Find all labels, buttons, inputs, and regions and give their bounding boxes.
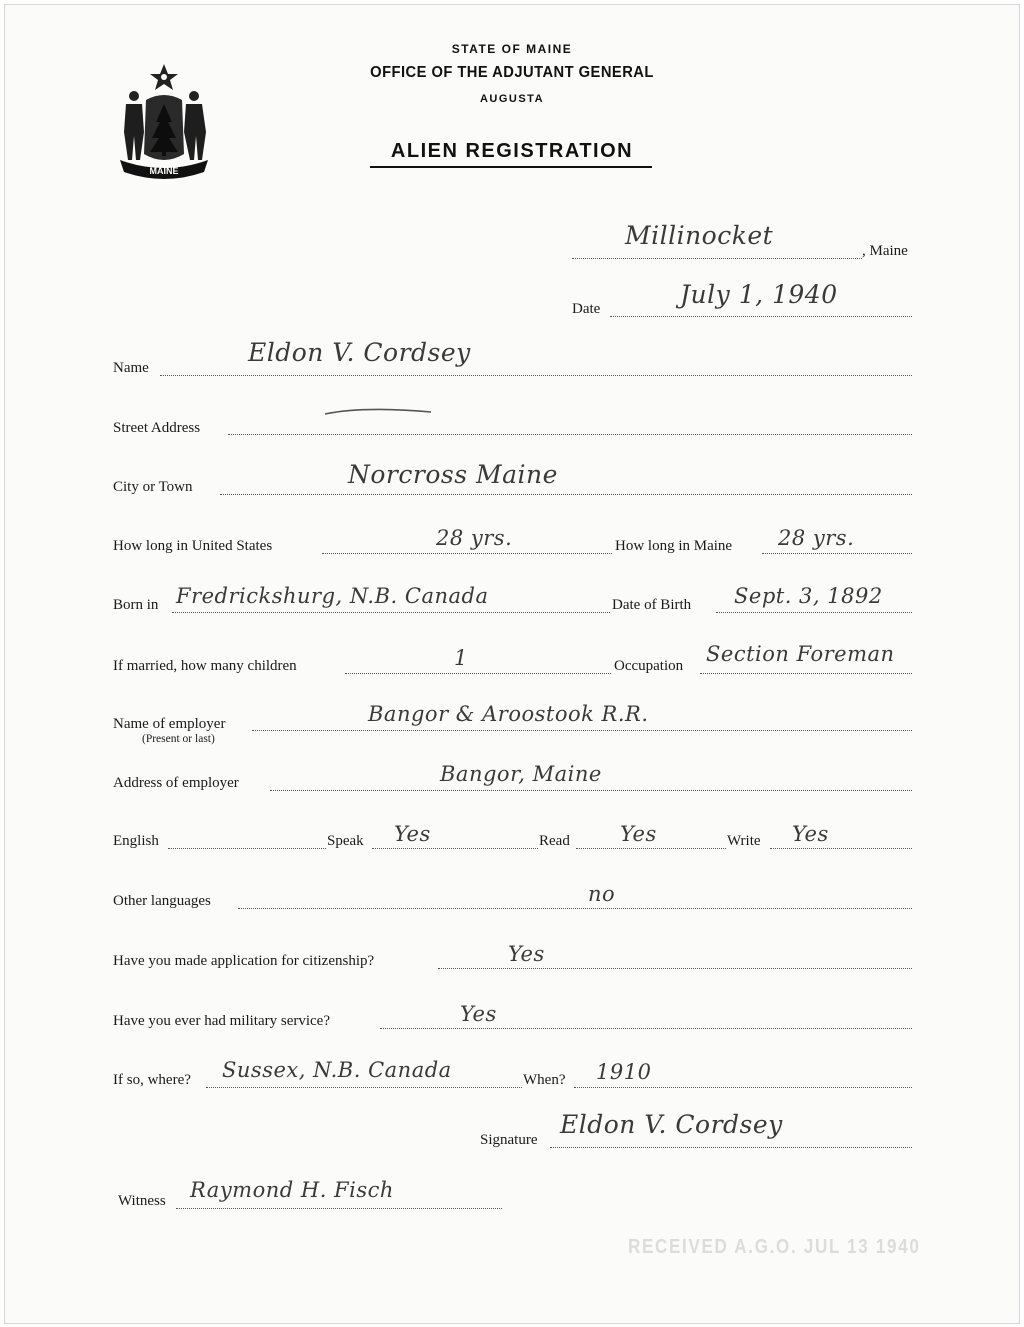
employer-line	[252, 730, 912, 731]
read-line	[576, 848, 726, 849]
city-value: Norcross Maine	[348, 460, 558, 489]
other-lang-label: Other languages	[113, 893, 211, 909]
born-value: Fredrickshurg, N.B. Canada	[176, 584, 489, 608]
date-line	[610, 316, 912, 317]
witness-value: Raymond H. Fisch	[190, 1178, 394, 1202]
street-label: Street Address	[113, 420, 201, 436]
city-heading: AUGUSTA	[479, 93, 545, 105]
children-label: If married, how many children	[113, 658, 297, 674]
us-value: 28 yrs.	[436, 526, 513, 550]
employer-value: Bangor & Aroostook R.R.	[368, 702, 649, 726]
speak-line	[372, 848, 538, 849]
read-value: Yes	[620, 822, 657, 846]
signature-line	[550, 1147, 912, 1148]
when-label: When?	[523, 1072, 566, 1088]
employer-label: Name of employer	[113, 716, 226, 732]
place-suffix: , Maine	[862, 243, 908, 259]
street-dash-mark	[323, 404, 433, 420]
signature-label: Signature	[480, 1132, 538, 1148]
place-line	[572, 258, 862, 259]
where-value: Sussex, N.B. Canada	[222, 1058, 452, 1082]
city-line	[220, 494, 912, 495]
occupation-label: Occupation	[614, 658, 684, 674]
title-underline	[370, 166, 652, 168]
citizenship-label: Have you made application for citizenship?	[113, 953, 375, 969]
svg-text:MAINE: MAINE	[149, 166, 179, 176]
when-line	[574, 1087, 912, 1088]
citizenship-line	[438, 968, 912, 969]
occupation-line	[700, 673, 912, 674]
other-lang-value: no	[588, 882, 616, 906]
write-value: Yes	[792, 822, 829, 846]
witness-line	[176, 1208, 502, 1209]
dob-label: Date of Birth	[612, 597, 692, 613]
read-label: Read	[539, 833, 570, 849]
where-label: If so, where?	[113, 1072, 191, 1088]
name-line	[160, 375, 912, 376]
date-value: July 1, 1940	[680, 280, 838, 309]
street-line	[228, 434, 912, 435]
english-label: English	[113, 833, 159, 849]
citizenship-value: Yes	[508, 942, 545, 966]
military-label: Have you ever had military service?	[113, 1013, 330, 1029]
write-line	[770, 848, 912, 849]
maine-line	[762, 553, 912, 554]
us-label: How long in United States	[113, 538, 273, 554]
born-line	[172, 612, 610, 613]
military-line	[380, 1028, 912, 1029]
state-heading: STATE OF MAINE	[451, 42, 573, 56]
children-line	[345, 673, 611, 674]
speak-label: Speak	[327, 833, 364, 849]
dob-value: Sept. 3, 1892	[734, 584, 883, 608]
military-value: Yes	[460, 1002, 497, 1026]
signature-value: Eldon V. Cordsey	[560, 1110, 783, 1139]
us-line	[322, 553, 612, 554]
name-label: Name	[113, 360, 149, 376]
dob-line	[716, 612, 912, 613]
office-heading: OFFICE OF THE ADJUTANT GENERAL	[370, 64, 654, 81]
emp-addr-value: Bangor, Maine	[440, 762, 602, 786]
other-lang-line	[238, 908, 912, 909]
when-value: 1910	[596, 1060, 652, 1084]
date-label: Date	[572, 301, 601, 317]
maine-label: How long in Maine	[615, 538, 733, 554]
write-label: Write	[727, 833, 761, 849]
children-value: 1	[454, 646, 468, 670]
form-title: ALIEN REGISTRATION	[390, 140, 634, 162]
english-line	[168, 848, 326, 849]
born-label: Born in	[113, 597, 159, 613]
employer-sublabel: (Present or last)	[142, 733, 215, 745]
received-stamp: RECEIVED A.G.O. JUL 13 1940	[628, 1236, 921, 1258]
city-label: City or Town	[113, 479, 193, 495]
where-line	[206, 1087, 522, 1088]
maine-value: 28 yrs.	[778, 526, 855, 550]
witness-label: Witness	[118, 1193, 166, 1209]
speak-value: Yes	[394, 822, 431, 846]
occupation-value: Section Foreman	[706, 642, 895, 666]
emp-addr-label: Address of employer	[113, 775, 239, 791]
place-value: Millinocket	[625, 221, 774, 250]
emp-addr-line	[270, 790, 912, 791]
name-value: Eldon V. Cordsey	[248, 338, 471, 367]
